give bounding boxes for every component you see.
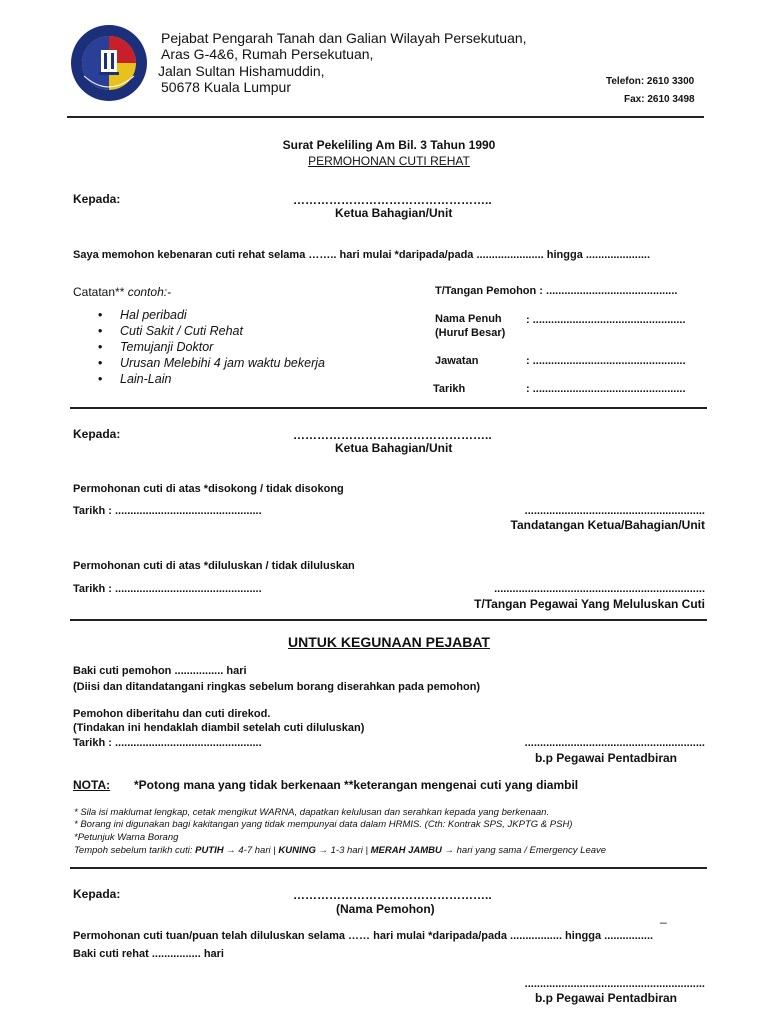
colour-merah-jambu: MERAH JAMBU	[370, 845, 442, 856]
ketua-label-1: Ketua Bahagian/Unit	[335, 206, 453, 220]
example-item: • Lain-Lain	[96, 371, 325, 387]
header-divider	[67, 116, 704, 118]
supported-line: Permohonan cuti di atas *disokong / tidak disokong	[73, 483, 344, 495]
example-item: • Cuti Sakit / Cuti Rehat	[96, 323, 325, 339]
approver-signature-dots: .....................................................................	[494, 583, 705, 595]
office-address-line-2: Aras G-4&6, Rumah Persekutuan,	[161, 46, 374, 62]
colour-guide-title: *Petunjuk Warna Borang	[74, 832, 179, 843]
tarikh-dots-1: : ..................................................	[526, 383, 686, 395]
full-name-label: Nama Penuh	[435, 313, 502, 325]
nota-label: NOTA:	[73, 778, 111, 792]
full-name-sub-label: (Huruf Besar)	[435, 327, 506, 339]
office-use-heading: UNTUK KEGUNAAN PEJABAT	[288, 634, 490, 650]
colour-merah-value: → hari yang sama / Emergency Leave	[441, 845, 607, 856]
leave-balance-line: Baki cuti pemohon ................ hari	[73, 665, 247, 677]
telefon: Telefon: 2610 3300	[606, 76, 695, 87]
nota-text: *Potong mana yang tidak berkenaan **keterangan mengenai cuti yang diambil	[134, 778, 579, 792]
section-divider-2	[70, 619, 707, 621]
circular-reference: Surat Pekeliling Am Bil. 3 Tahun 1990	[282, 138, 496, 152]
jawatan-dots: : ..................................................	[526, 355, 686, 367]
colour-guide-line	[74, 845, 606, 856]
department-logo	[70, 24, 148, 102]
form-title: PERMOHONAN CUTI REHAT	[308, 154, 470, 168]
example-item: • Temujanji Doktor	[96, 339, 325, 355]
approver-signature-label: T/Tangan Pegawai Yang Meluluskan Cuti	[474, 597, 705, 611]
kepada-label-2: Kepada:	[73, 427, 121, 441]
notified-note: (Tindakan ini hendaklah diambil setelah cuti diluluskan)	[73, 722, 365, 734]
kepada-dots-3: …………………………………………..	[293, 888, 492, 902]
approved-leave-line: Permohonan cuti tuan/puan telah diluluskan selama …… hari mulai *daripada/pada ................. hingga ................	[73, 930, 654, 942]
office-address-line-3: Jalan Sultan Hishamuddin,	[158, 63, 325, 79]
fax: Fax: 2610 3498	[624, 94, 695, 105]
tarikh-line-3: Tarikh : ................................................	[73, 737, 262, 749]
colour-kuning: KUNING	[278, 845, 316, 856]
colour-guide-prefix: Tempoh sebelum tarikh cuti:	[74, 845, 196, 856]
full-name-dots: : ..................................................	[526, 314, 686, 326]
examples-list	[96, 307, 325, 387]
office-address-line-4: 50678 Kuala Lumpur	[161, 79, 291, 95]
colour-putih: PUTIH	[195, 845, 224, 856]
example-item: • Hal peribadi	[96, 307, 325, 323]
head-signature-dots: ...........................................................	[524, 505, 705, 517]
leave-balance-note: (Diisi dan ditandatangani ringkas sebelum borang diserahkan pada pemohon)	[73, 681, 481, 693]
example-item: • Urusan Melebihi 4 jam waktu bekerja	[96, 355, 325, 371]
kepada-label-1: Kepada:	[73, 192, 121, 206]
jawatan-label: Jawatan	[435, 355, 479, 367]
admin-signature-label-1: b.p Pegawai Pentadbiran	[534, 751, 677, 765]
section-divider-3	[70, 867, 707, 869]
applicant-signature-field: T/Tangan Pemohon : ...........................................	[435, 285, 678, 297]
catatan-label	[73, 285, 171, 299]
colour-kuning-value: → 1-3 hari |	[315, 845, 371, 856]
tarikh-label-1: Tarikh	[433, 383, 466, 395]
kepada-label-3: Kepada:	[73, 887, 121, 901]
tarikh-line-2b: Tarikh : ................................................	[73, 583, 262, 595]
catatan-text: Catatan**	[73, 285, 125, 299]
applicant-name-label: (Nama Pemohon)	[336, 902, 435, 916]
notified-line: Pemohon diberitahu dan cuti direkod.	[73, 708, 271, 720]
kepada-dots-1: …………………………………………..	[293, 193, 492, 207]
leave-request-line: Saya memohon kebenaran cuti rehat selama …….. hari mulai *daripada/pada ...................... hingga .....................	[73, 249, 651, 261]
head-signature-label: Tandatangan Ketua/Bahagian/Unit	[510, 518, 705, 532]
tarikh-line-2a: Tarikh : ................................................	[73, 505, 262, 517]
admin-signature-dots-1: ...........................................................	[524, 737, 705, 749]
ketua-label-2: Ketua Bahagian/Unit	[335, 441, 453, 455]
stray-dash: _	[660, 910, 667, 924]
kepada-dots-2: …………………………………………..	[293, 428, 492, 442]
remaining-leave-line: Baki cuti rehat ................ hari	[73, 948, 224, 960]
admin-signature-label-2: b.p Pegawai Pentadbiran	[534, 991, 677, 1005]
office-address-line-1: Pejabat Pengarah Tanah dan Galian Wilayah Persekutuan,	[161, 30, 527, 46]
approved-line: Permohonan cuti di atas *diluluskan / tidak diluluskan	[73, 560, 355, 572]
catatan-example: contoh:-	[124, 285, 172, 299]
instruction-1: * Sila isi maklumat lengkap, cetak mengikut WARNA, dapatkan kelulusan dan serahkan kepada yang berkenaan.	[74, 807, 550, 818]
instruction-2: * Borang ini digunakan bagi kakitangan yang tidak mempunyai data dalam HRMIS. (Cth: Kontrak SPS, JKPTG & PSH)	[74, 819, 573, 830]
admin-signature-dots-2: ...........................................................	[524, 978, 705, 990]
colour-putih-value: → 4-7 hari |	[223, 845, 279, 856]
section-divider-1	[70, 407, 707, 409]
